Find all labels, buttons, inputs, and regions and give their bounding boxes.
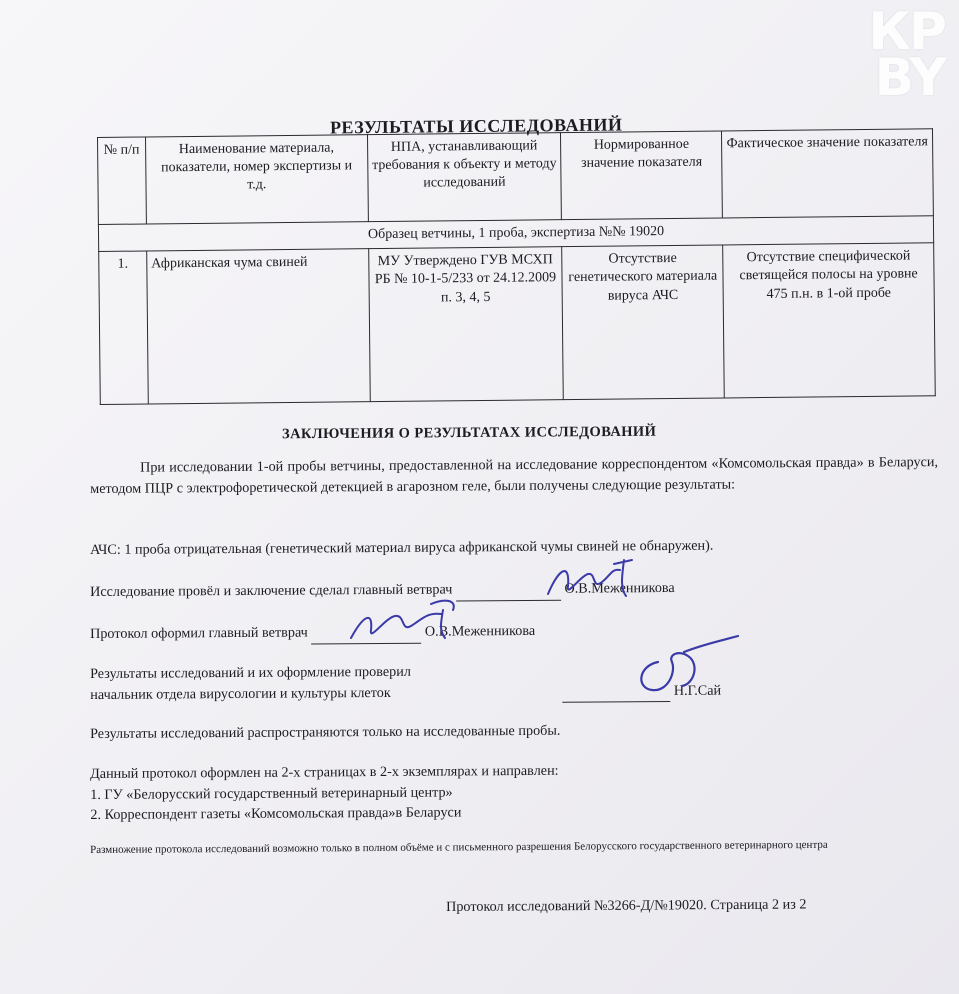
protocol-by-name: О.В.Меженникова [424, 622, 536, 640]
results-table [97, 128, 936, 405]
table-header-row [98, 129, 934, 225]
signed-by-name: О.В.Меженникова [564, 579, 675, 597]
distribution-item-1: 1. ГУ «Белорусский государственный ветеринарный центр» [90, 784, 453, 803]
cell-npa: МУ Утверждено ГУВ МСХП РБ № 10-1-5/233 от 24.12.2009 п. 3, 4, 5 [368, 247, 563, 402]
signed-by-label: Исследование провёл и заключение сделал главный ветврач [90, 581, 453, 600]
checked-name: Н.Г.Сай [673, 682, 722, 699]
cell-num: 1. [99, 251, 149, 404]
checked-block [90, 658, 938, 706]
protocol-by-label: Протокол оформил главный ветврач [90, 624, 308, 642]
logo-line-1: КР [868, 2, 945, 62]
signature-1-icon [540, 556, 650, 606]
cell-actual: Отсутствие специфической светящейся полосы на уровне 475 п.н. в 1-ой пробе [723, 243, 935, 398]
reproduction-note: Размножение протокола исследований возможно только в полном объёме и с письменного разрешения Белорусского государственного ветеринарного центра [90, 838, 828, 856]
logo-line-2: BY [874, 47, 945, 108]
signed-by-line [90, 576, 938, 604]
header-material: Наименование материала, показатели, номер экспертизы и т.д. [145, 135, 368, 224]
distribution-item-2: 2. Корреспондент газеты «Комсомольская правда»в Беларуси [90, 804, 462, 824]
cell-norm: Отсутствие генетического материала вируса АЧС [562, 245, 724, 400]
cell-material: Африканская чума свиней [147, 249, 370, 404]
protocol-by-line [90, 618, 938, 646]
header-npa: НПА, устанавливающий требования к объекту и методу исследований [367, 133, 562, 222]
scope-note: Результаты исследований распространяются только на исследованные пробы. [90, 722, 561, 742]
kp-by-logo [820, 2, 945, 108]
conclusion-result: АЧС: 1 проба отрицательная (генетический материал вируса африканской чумы свиней не обнаружен). [90, 537, 714, 558]
table-row [99, 243, 936, 405]
checked-line-1: Результаты исследований и их оформление проверил [90, 663, 411, 682]
conclusion-intro: При исследовании 1-ой пробы ветчины, предоставленной на исследование корреспондентом «Комсомольская правда» в Беларуси, методом ПЦР с электрофоретической детекцией в агарозном геле, были получены следующие результаты: [90, 454, 939, 497]
header-num: № п/п [98, 137, 147, 224]
signature-2-icon [345, 596, 470, 646]
header-norm: Нормированное значение показателя [561, 131, 723, 220]
checked-line-2: начальник отдела вирусологии и культуры клеток [90, 684, 391, 703]
page-title: РЕЗУЛЬТАТЫ ИССЛЕДОВАНИЙ [329, 114, 623, 138]
distribution-intro: Данный протокол оформлен на 2-х страницах в 2-х экземплярах и направлен: [90, 762, 559, 782]
signature-3-icon [628, 632, 743, 702]
header-actual: Фактическое значение показателя [722, 129, 934, 218]
conclusion-title: ЗАКЛЮЧЕНИЯ О РЕЗУЛЬТАТАХ ИССЛЕДОВАНИЙ [281, 423, 657, 443]
sample-description: Образец ветчины, 1 проба, экспертиза №№ 19020 [98, 216, 933, 252]
page-footer: Протокол исследований №3266-Д/№19020. Страница 2 из 2 [446, 896, 807, 915]
distribution-block [90, 758, 938, 826]
